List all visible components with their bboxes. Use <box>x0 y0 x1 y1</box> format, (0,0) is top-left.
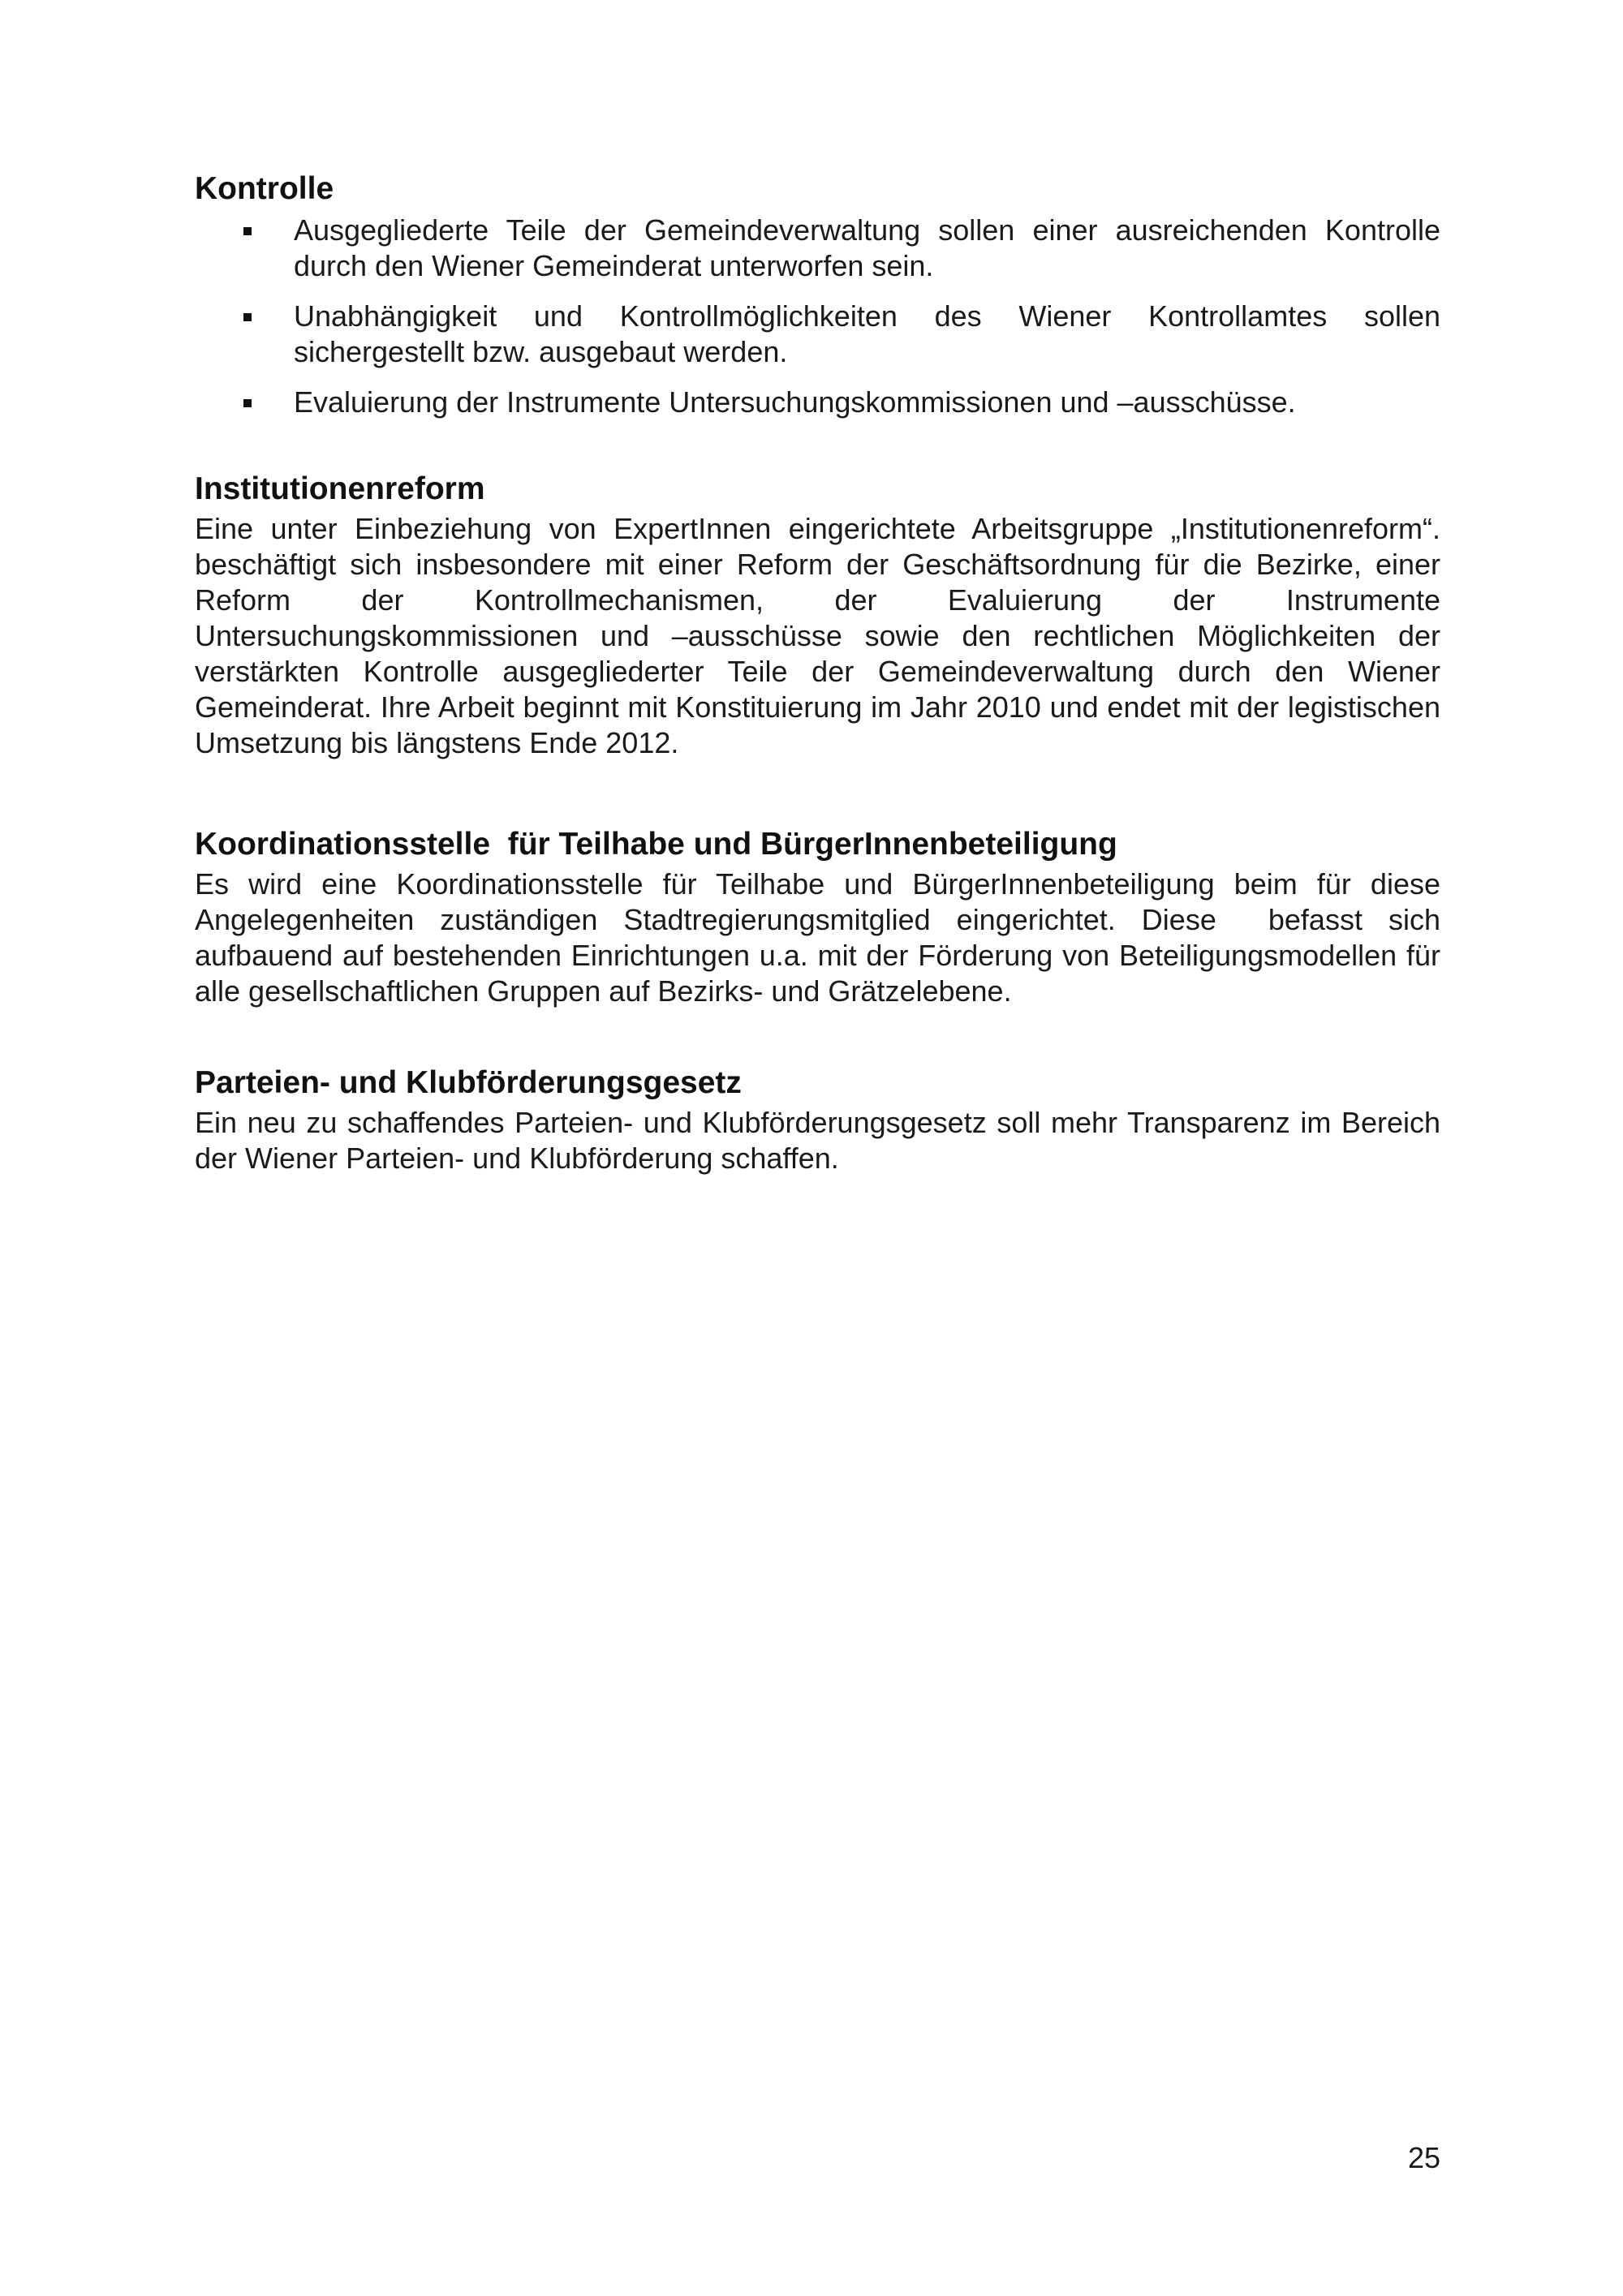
page-number: 25 <box>1407 2141 1440 2174</box>
square-bullet-icon <box>243 399 252 407</box>
section-heading-parteien: Parteien- und Klubförderungsgesetz <box>195 1065 742 1100</box>
square-bullet-icon <box>243 313 252 321</box>
bullet-item <box>195 299 1440 370</box>
page-content <box>195 170 1449 1176</box>
section-koordinationsstelle <box>195 826 1449 1009</box>
bullet-item <box>195 385 1440 420</box>
paragraph-parteien: Ein neu zu schaffendes Parteien- und Klubförderungsgesetz soll mehr Transparenz im Bereich der Wiener Parteien- und Klubförderung schaffen. <box>195 1106 1440 1175</box>
bullet-list-kontrolle <box>195 213 1440 420</box>
section-heading-kontrolle: Kontrolle <box>195 171 334 206</box>
bullet-text: Evaluierung der Instrumente Untersuchungskommissionen und –ausschüsse. <box>294 385 1296 419</box>
square-bullet-icon <box>243 227 252 235</box>
bullet-item <box>195 213 1440 284</box>
bullet-text: Ausgegliederte Teile der Gemeindeverwaltung sollen einer ausreichenden Kontrolle durch den Wiener Gemeinderat unterworfen sein. <box>294 213 1440 282</box>
bullet-text: Unabhängigkeit und Kontrollmöglichkeiten des Wiener Kontrollamtes sollen sichergestellt bzw. ausgebaut werden. <box>294 299 1440 368</box>
section-institutionenreform <box>195 471 1440 761</box>
section-heading-koordinationsstelle: Koordinationsstelle für Teilhabe und BürgerInnenbeteiligung <box>195 827 1117 862</box>
paragraph-koordinationsstelle: Es wird eine Koordinationsstelle für Teilhabe und BürgerInnenbeteiligung beim für diese Angelegenheiten zuständigen Stadtregierungsmitglied eingerichtet. Diese befasst sich aufbauend auf bestehenden Einrichtungen u.a. mit der Förderung von Beteiligungsmodellen für alle gesellschaftlichen Gruppen auf Bezirks- und Grätzelebene. <box>195 867 1449 1008</box>
section-kontrolle <box>195 170 1440 420</box>
paragraph-institutionenreform: Eine unter Einbeziehung von ExpertInnen eingerichtete Arbeitsgruppe „Institutionenreform“. beschäftigt sich insbesondere mit einer Reform der Geschäftsordnung für die Bezirke, einer Reform der Kontrollmechanismen, der Evaluierung der Instrumente Untersuchungskommissionen und –ausschüsse sowie den rechtlichen Möglichkeiten der verstärkten Kontrolle ausgegliederter Teile der Gemeindeverwaltung durch den Wiener Gemeinderat. Ihre Arbeit beginnt mit Konstituierung im Jahr 2010 und endet mit der legistischen Umsetzung bis längstens Ende 2012. <box>195 512 1440 759</box>
section-heading-institutionenreform: Institutionenreform <box>195 471 485 506</box>
section-parteien <box>195 1064 1440 1176</box>
